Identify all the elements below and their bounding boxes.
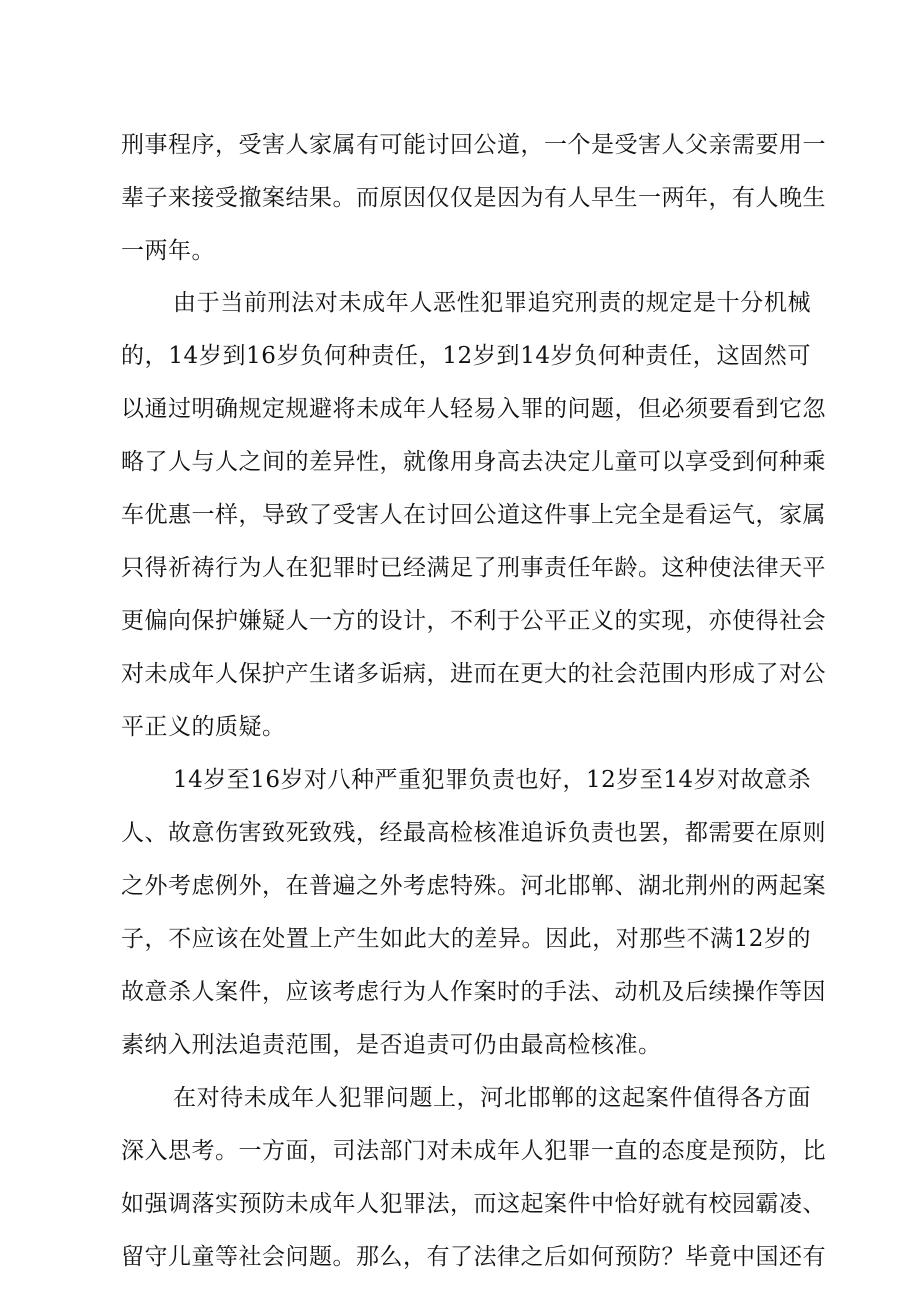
paragraph-line: 略了人与人之间的差异性，就像用身高去决定儿童可以享受到何种乘: [121, 449, 826, 475]
paragraph-line: 只得祈祷行为人在犯罪时已经满足了刑事责任年龄。这种使法律天平: [121, 555, 826, 581]
paragraph-line: 人、故意伤害致死致残，经最高检核准追诉负责也罢，都需要在原则: [121, 820, 826, 846]
paragraph-line: 子，不应该在处置上产生如此大的差异。因此，对那些不满12岁的: [121, 926, 811, 952]
paragraph-line: 平正义的质疑。: [121, 714, 286, 740]
paragraph-line: 以通过明确规定规避将未成年人轻易入罪的问题，但必须要看到它忽: [121, 396, 826, 422]
paragraph-line: 如强调落实预防未成年人犯罪法，而这起案件中恰好就有校园霸凌、: [121, 1191, 826, 1217]
paragraph-line: 的，14岁到16岁负何种责任，12岁到14岁负何种责任，这固然可: [121, 343, 811, 369]
paragraph-line: 素纳入刑法追责范围，是否追责可仍由最高检核准。: [121, 1032, 662, 1058]
paragraph-line: 故意杀人案件，应该考虑行为人作案时的手法、动机及后续操作等因: [121, 979, 826, 1005]
paragraph-first-line: 14岁至16岁对八种严重犯罪负责也好，12岁至14岁对故意杀: [173, 767, 812, 793]
paragraph-first-line: 由于当前刑法对未成年人恶性犯罪追究刑责的规定是十分机械: [173, 290, 811, 316]
paragraph-line: 一两年。: [121, 238, 215, 264]
paragraph-line: 深入思考。一方面，司法部门对未成年人犯罪一直的态度是预防，比: [121, 1138, 826, 1164]
paragraph-line: 辈子来接受撤案结果。而原因仅仅是因为有人早生一两年，有人晚生: [121, 185, 826, 211]
paragraph-line: 刑事程序，受害人家属有可能讨回公道，一个是受害人父亲需要用一: [121, 132, 826, 158]
paragraph-line: 车优惠一样，导致了受害人在讨回公道这件事上完全是看运气，家属: [121, 502, 826, 528]
paragraph-line: 更偏向保护嫌疑人一方的设计，不利于公平正义的实现，亦使得社会: [121, 608, 826, 634]
paragraph-line: 留守儿童等社会问题。那么，有了法律之后如何预防？毕竟中国还有: [121, 1244, 826, 1270]
paragraph-first-line: 在对待未成年人犯罪问题上，河北邯郸的这起案件值得各方面: [173, 1085, 811, 1111]
paragraph-line: 对未成年人保护产生诸多诟病，进而在更大的社会范围内形成了对公: [121, 661, 826, 687]
paragraph-line: 之外考虑例外，在普遍之外考虑特殊。河北邯郸、湖北荆州的两起案: [121, 873, 826, 899]
